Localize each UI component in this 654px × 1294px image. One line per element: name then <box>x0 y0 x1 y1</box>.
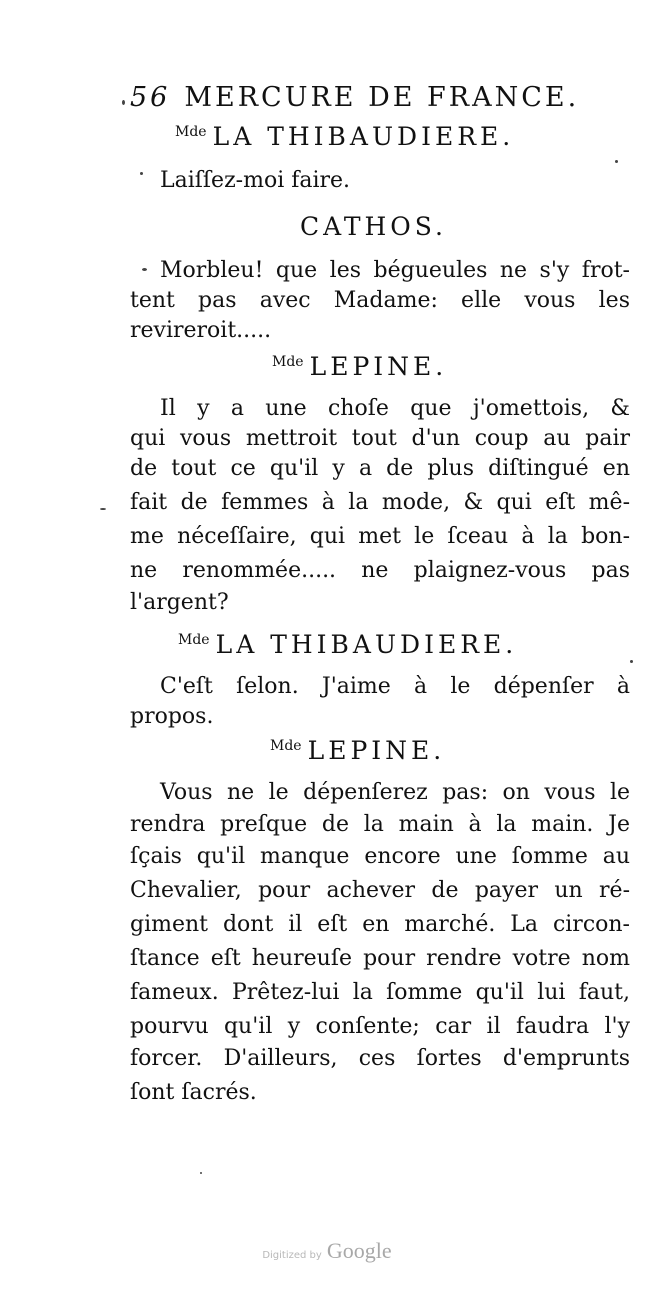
speaker-name: LA THIBAUDIERE. <box>212 122 515 151</box>
text-line: C'eſt ſelon. J'aime à le dépenſer à <box>160 674 630 699</box>
text-line: rendra preſque de la main à la main. Je <box>130 812 630 837</box>
text-line: giment dont il eſt en marché. La circon- <box>130 912 630 937</box>
text-line: revireroit..... <box>130 318 272 343</box>
scan-speck <box>140 172 143 175</box>
text-line: l'argent? <box>130 590 229 615</box>
google-logo: Google <box>326 1238 392 1263</box>
text-line: ſçais qu'il manque encore une ſomme au <box>130 844 630 869</box>
text-line: forcer. D'ailleurs, ces ſortes d'emprunts <box>130 1046 630 1071</box>
speaker-prefix: Mde <box>175 124 207 140</box>
speaker-heading <box>272 352 447 381</box>
text-line: qui vous mettroit tout d'un coup au pair <box>130 426 630 451</box>
speaker-name: LA THIBAUDIERE. <box>215 630 518 659</box>
text-line: tent pas avec Madame: elle vous les <box>130 288 630 313</box>
speaker-prefix: Mde <box>270 738 302 754</box>
speaker-heading <box>178 630 517 659</box>
text-line: pourvu qu'il y conſente; car il faudra l'y <box>130 1014 630 1039</box>
running-head <box>130 82 610 113</box>
speaker-name: CATHOS. <box>300 212 447 241</box>
text-line: Chevalier, pour achever de payer un ré- <box>130 878 630 903</box>
speaker-prefix: Mde <box>272 354 304 370</box>
scan-speck <box>615 160 618 163</box>
digitization-watermark <box>0 1238 654 1264</box>
speaker-heading <box>270 736 445 765</box>
scan-speck <box>630 660 633 663</box>
speaker-prefix: Mde <box>178 632 210 648</box>
page-number: 56 <box>130 82 171 113</box>
text-line: propos. <box>130 704 214 729</box>
digitized-by-label: Digitized by <box>262 1250 322 1261</box>
speaker-heading <box>175 122 514 151</box>
text-line: ſont ſacrés. <box>130 1080 257 1105</box>
speaker-name: LEPINE. <box>309 352 448 381</box>
text-line: Il y a une choſe que j'omettois, & <box>160 396 630 421</box>
scan-speck <box>142 268 147 271</box>
text-line: ne renommée..... ne plaignez-vous pas <box>130 558 630 583</box>
speaker-name: LEPINE. <box>307 736 446 765</box>
text-line: Vous ne le dépenſerez pas: on vous le <box>160 780 630 805</box>
text-line: Laiſſez-moi faire. <box>160 168 351 193</box>
text-line: ſtance eſt heureuſe pour rendre votre nom <box>130 946 630 971</box>
text-line: me néceſſaire, qui met le ſceau à la bon- <box>130 524 630 549</box>
scan-speck <box>122 100 125 105</box>
text-line: fait de femmes à la mode, & qui eſt mê- <box>130 490 630 515</box>
scan-speck <box>200 1172 202 1174</box>
speaker-heading <box>300 212 447 241</box>
text-line: de tout ce qu'il y a de plus diſtingué en <box>130 456 630 481</box>
running-title: MERCURE DE FRANCE. <box>184 82 580 113</box>
scan-speck <box>100 508 106 510</box>
text-line: fameux. Prêtez-lui la ſomme qu'il lui faut, <box>130 980 630 1005</box>
text-line: Morbleu! que les bégueules ne s'y frot- <box>160 258 630 283</box>
